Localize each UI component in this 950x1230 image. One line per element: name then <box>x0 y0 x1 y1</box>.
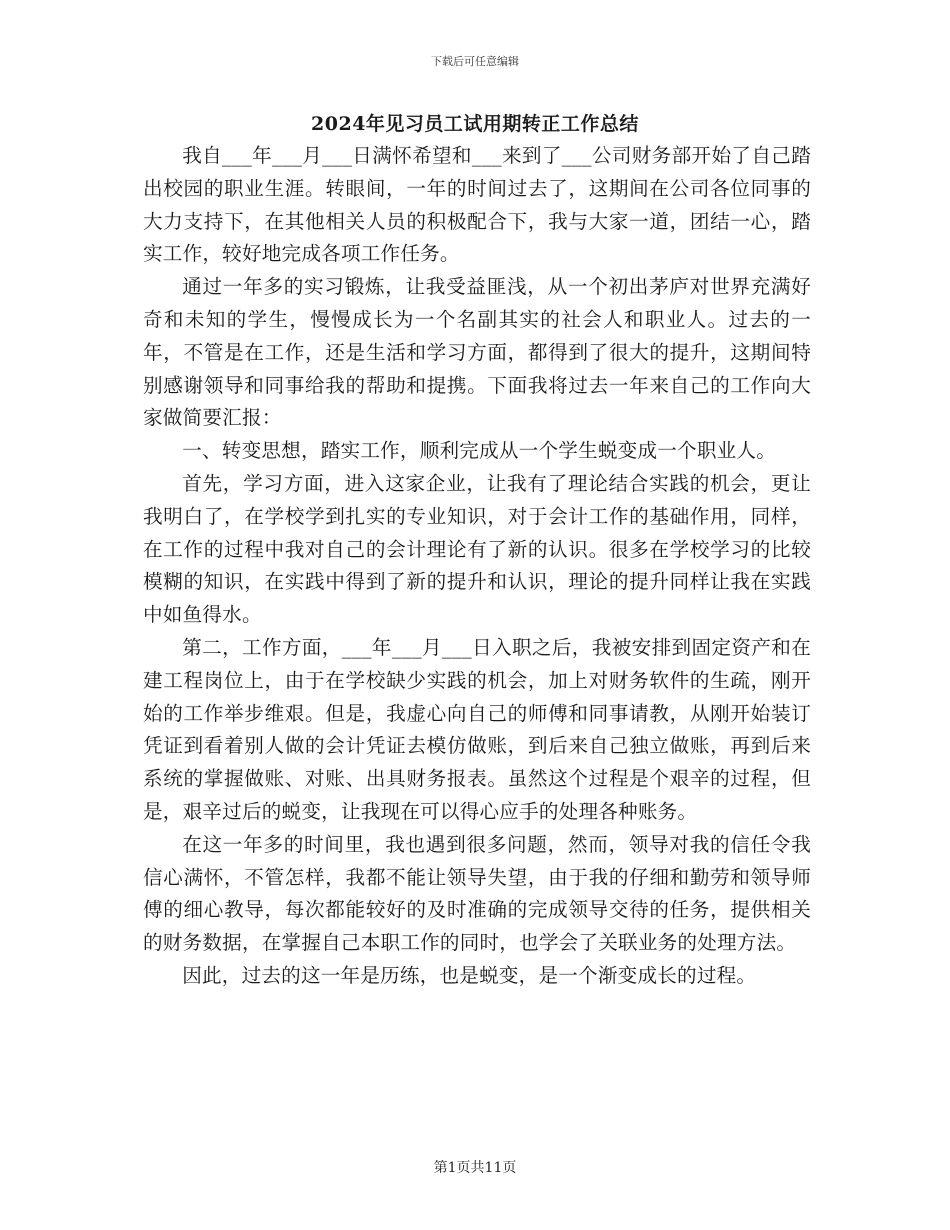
page-number: 第1页共11页 <box>433 1160 517 1176</box>
paragraph-5: 第二，工作方面，___年___月___日入职之后，我被安排到固定资产和在建工程岗位上，由于在学校缺少实践的机会，加上对财务软件的生疏，刚开始的工作举步维艰。但是，我虚心向自己的师傅和同事请教，从刚开始装订凭证到看着别人做的会计凭证去模仿做账，到后来自己独立做账，再到后来系统的掌握做账、对账、出具财务报表。虽然这个过程是个艰辛的过程，但是，艰辛过后的蜕变，让我现在可以得心应手的处理各种账务。 <box>143 635 811 823</box>
paragraph-4: 首先，学习方面，进入这家企业，让我有了理论结合实践的机会，更让我明白了，在学校学到扎实的专业知识，对于会计工作的基础作用，同样，在工作的过程中我对自己的会计理论有了新的认识。很多在学校学习的比较模糊的知识，在实践中得到了新的提升和认识，理论的提升同样让我在实践中如鱼得水。 <box>143 471 811 627</box>
paragraph-2: 通过一年多的实习锻炼，让我受益匪浅，从一个初出茅庐对世界充满好奇和未知的学生，慢慢成长为一个名副其实的社会人和职业人。过去的一年，不管是在工作，还是生活和学习方面，都得到了很大的提升，这期间特别感谢领导和同事给我的帮助和提携。下面我将过去一年来自己的工作向大家做简要汇报： <box>143 275 811 430</box>
header-note: 下载后可任意编辑 <box>431 55 519 68</box>
document-title: 2024年见习员工试用期转正工作总结 <box>311 113 639 135</box>
paragraph-6: 在这一年多的时间里，我也遇到很多问题，然而，领导对我的信任令我信心满怀，不管怎样，我都不能让领导失望，由于我的仔细和勤劳和领导师傅的细心教导，每次都能较好的及时准确的完成领导交待的任务，提供相关的财务数据，在掌握自己本职工作的同时，也学会了关联业务的处理方法。 <box>143 832 811 955</box>
paragraph-7: 因此，过去的这一年是历练，也是蜕变，是一个渐变成长的过程。 <box>182 963 757 987</box>
document-body <box>143 140 811 993</box>
paragraph-1: 我自___年___月___日满怀希望和___来到了___公司财务部开始了自己踏出校园的职业生涯。转眼间，一年的时间过去了，这期间在公司各位同事的大力支持下，在其他相关人员的积极配合下，我与大家一道，团结一心，踏实工作，较好地完成各项工作任务。 <box>143 144 811 266</box>
paragraph-3-heading: 一、转变思想，踏实工作，顺利完成从一个学生蜕变成一个职业人。 <box>182 439 776 463</box>
